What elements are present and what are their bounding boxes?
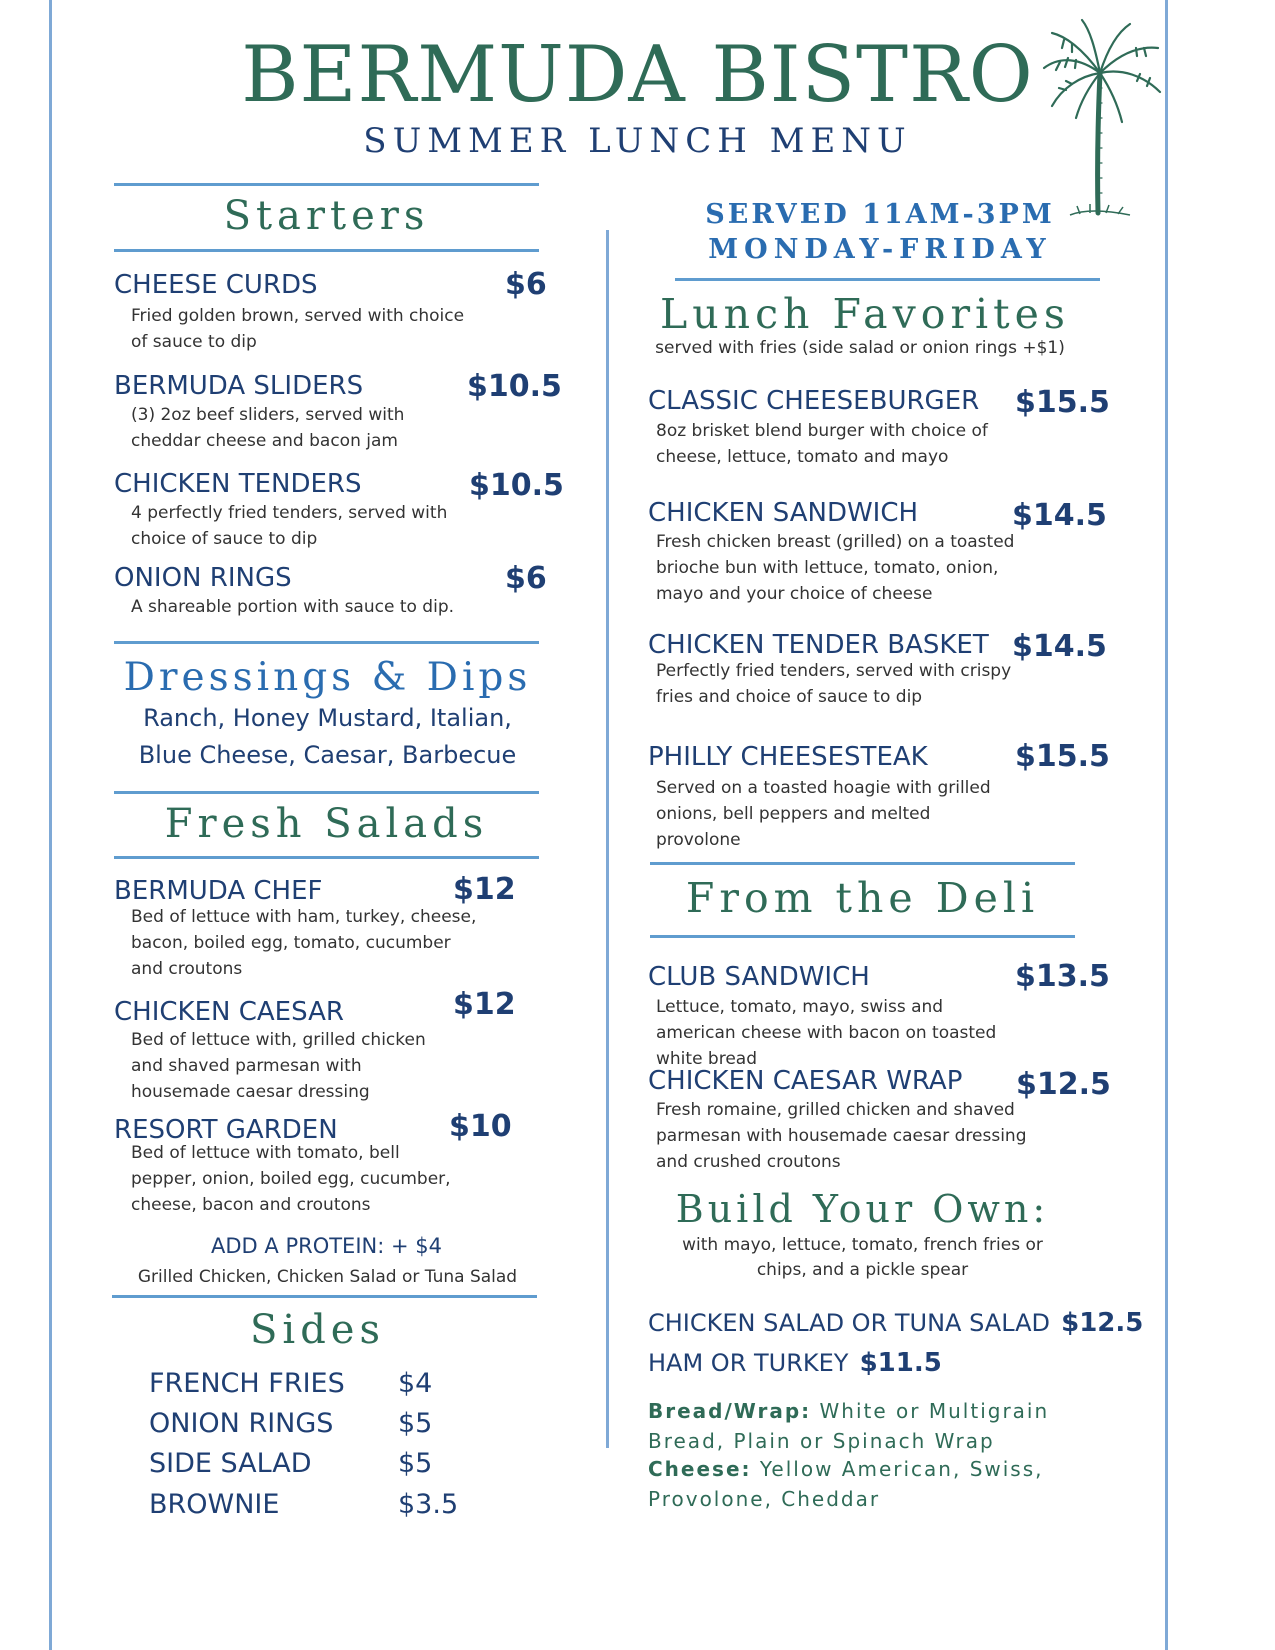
build-item-price: $12.5 <box>1061 1308 1144 1338</box>
salads-heading: Fresh Salads <box>164 801 489 847</box>
menu-item-price: $12 <box>453 872 516 907</box>
menu-item-name: PHILLY CHEESESTEAK <box>648 742 928 772</box>
menu-item-desc: Fresh chicken breast (grilled) on a toasted brioche bun with lettuce, tomato, onion, mayo and your choice of cheese <box>656 532 1015 604</box>
cheese-value: Yellow American, Swiss, Provolone, Cheddar <box>648 1457 1044 1511</box>
menu-item-price: $6 <box>505 561 547 596</box>
deli-top-rule <box>650 862 1075 865</box>
starters-top-rule <box>114 183 539 186</box>
menu-item-desc: Bed of lettuce with tomato, bell pepper, onion, boiled egg, cucumber, cheese, bacon and croutons <box>131 1143 451 1215</box>
menu-item-name: CHICKEN CAESAR <box>114 997 344 1027</box>
side-item-name: ONION RINGS <box>149 1408 334 1439</box>
page-title: BERMUDA BISTRO <box>241 30 1034 120</box>
menu-item-price: $14.5 <box>1012 629 1107 664</box>
cheese-label: Cheese: <box>648 1457 752 1481</box>
menu-item-name: ONION RINGS <box>114 563 292 593</box>
menu-item-desc: Bed of lettuce with ham, turkey, cheese, bacon, boiled egg, tomato, cucumber and croutons <box>131 907 477 979</box>
side-item-name: BROWNIE <box>149 1489 280 1520</box>
starters-bottom-rule <box>114 249 539 252</box>
build-item-1 <box>648 1310 1143 1336</box>
menu-item-price: $13.5 <box>1015 959 1110 994</box>
menu-item-price: $14.5 <box>1012 498 1107 533</box>
cheese-options <box>648 1454 1128 1514</box>
hours-line-1: SERVED 11AM-3PM <box>705 199 1055 230</box>
menu-item-name: CLUB SANDWICH <box>648 962 870 992</box>
build-note: with mayo, lettuce, tomato, french fries or chips, and a pickle spear <box>682 1235 1043 1280</box>
build-heading: Build Your Own: <box>675 1187 1050 1231</box>
palm-tree-icon <box>1040 18 1165 223</box>
column-divider <box>606 230 609 1448</box>
bread-label: Bread/Wrap: <box>648 1399 812 1423</box>
bread-value: White or Multigrain Bread, Plain or Spinach Wrap <box>648 1399 1050 1453</box>
build-item-price: $11.5 <box>859 1348 942 1378</box>
salads-top-rule <box>114 791 539 794</box>
build-item-2 <box>648 1350 942 1376</box>
menu-item-desc: Fresh romaine, grilled chicken and shaved parmesan with housemade caesar dressing and crushed croutons <box>656 1100 1027 1172</box>
dressings-line-2: Blue Cheese, Caesar, Barbecue <box>138 741 517 769</box>
menu-item-desc: Bed of lettuce with, grilled chicken and shaved parmesan with housemade caesar dressing <box>131 1030 426 1102</box>
side-item-price: $3.5 <box>398 1489 459 1520</box>
menu-item-desc: 4 perfectly fried tenders, served with choice of sauce to dip <box>131 503 448 549</box>
menu-item-desc: A shareable portion with sauce to dip. <box>131 597 455 617</box>
menu-item-price: $15.5 <box>1015 385 1110 420</box>
side-item-price: $5 <box>398 1448 433 1479</box>
menu-item-desc: (3) 2oz beef sliders, served with cheddar cheese and bacon jam <box>131 405 405 451</box>
menu-item-price: $6 <box>505 267 547 302</box>
side-item-name: FRENCH FRIES <box>149 1368 345 1399</box>
menu-item-desc: Perfectly fried tenders, served with crispy fries and choice of sauce to dip <box>656 661 1012 707</box>
menu-item-price: $12.5 <box>1016 1067 1111 1102</box>
menu-item-price: $15.5 <box>1015 739 1110 774</box>
lunch-top-rule <box>675 278 1100 281</box>
build-item-name: HAM OR TURKEY <box>648 1349 849 1377</box>
menu-item-desc: 8oz brisket blend burger with choice of cheese, lettuce, tomato and mayo <box>656 421 988 467</box>
protein-options: Grilled Chicken, Chicken Salad or Tuna Salad <box>137 1267 518 1287</box>
left-border <box>49 0 52 1650</box>
menu-item-name: CHEESE CURDS <box>114 270 318 300</box>
menu-item-name: CHICKEN SANDWICH <box>648 498 919 528</box>
menu-item-name: CHICKEN TENDERS <box>114 469 362 499</box>
menu-item-desc: Lettuce, tomato, mayo, swiss and american cheese with bacon on toasted white bread <box>656 997 997 1069</box>
deli-heading: From the Deli <box>685 874 1040 922</box>
side-item-name: SIDE SALAD <box>149 1448 312 1479</box>
lunch-heading: Lunch Favorites <box>660 290 1070 338</box>
menu-item-name: CHICKEN TENDER BASKET <box>648 630 989 660</box>
menu-item-price: $12 <box>453 987 516 1022</box>
add-protein-label: ADD A PROTEIN: + $4 <box>211 1234 442 1258</box>
side-item-price: $4 <box>398 1368 433 1399</box>
dressings-line-1: Ranch, Honey Mustard, Italian, <box>143 704 512 732</box>
lunch-note: served with fries (side salad or onion rings +$1) <box>655 338 1065 358</box>
dressings-top-rule <box>114 641 539 644</box>
sides-heading: Sides <box>250 1307 385 1353</box>
salads-bottom-rule <box>114 856 539 859</box>
menu-item-name: CLASSIC CHEESEBURGER <box>648 386 980 416</box>
deli-bottom-rule <box>650 935 1075 938</box>
side-item-price: $5 <box>398 1408 433 1439</box>
menu-item-name: BERMUDA CHEF <box>114 876 323 906</box>
dressings-heading: Dressings & Dips <box>123 655 532 700</box>
starters-heading: Starters <box>223 193 430 239</box>
menu-item-desc: Fried golden brown, served with choice of sauce to dip <box>131 306 465 352</box>
page-subtitle: SUMMER LUNCH MENU <box>363 121 912 161</box>
hours-line-2: MONDAY-FRIDAY <box>708 234 1052 265</box>
menu-item-desc: Served on a toasted hoagie with grilled onions, bell peppers and melted provolone <box>656 778 991 850</box>
menu-item-price: $10.5 <box>469 468 564 503</box>
menu-item-price: $10.5 <box>467 369 562 404</box>
menu-item-name: RESORT GARDEN <box>114 1115 338 1145</box>
right-border <box>1165 0 1168 1650</box>
bread-options <box>648 1396 1128 1456</box>
sides-top-rule <box>112 1295 537 1298</box>
menu-item-price: $10 <box>449 1109 512 1144</box>
menu-item-name: BERMUDA SLIDERS <box>114 371 364 401</box>
menu-item-name: CHICKEN CAESAR WRAP <box>648 1066 963 1096</box>
build-item-name: CHICKEN SALAD OR TUNA SALAD <box>648 1309 1051 1337</box>
